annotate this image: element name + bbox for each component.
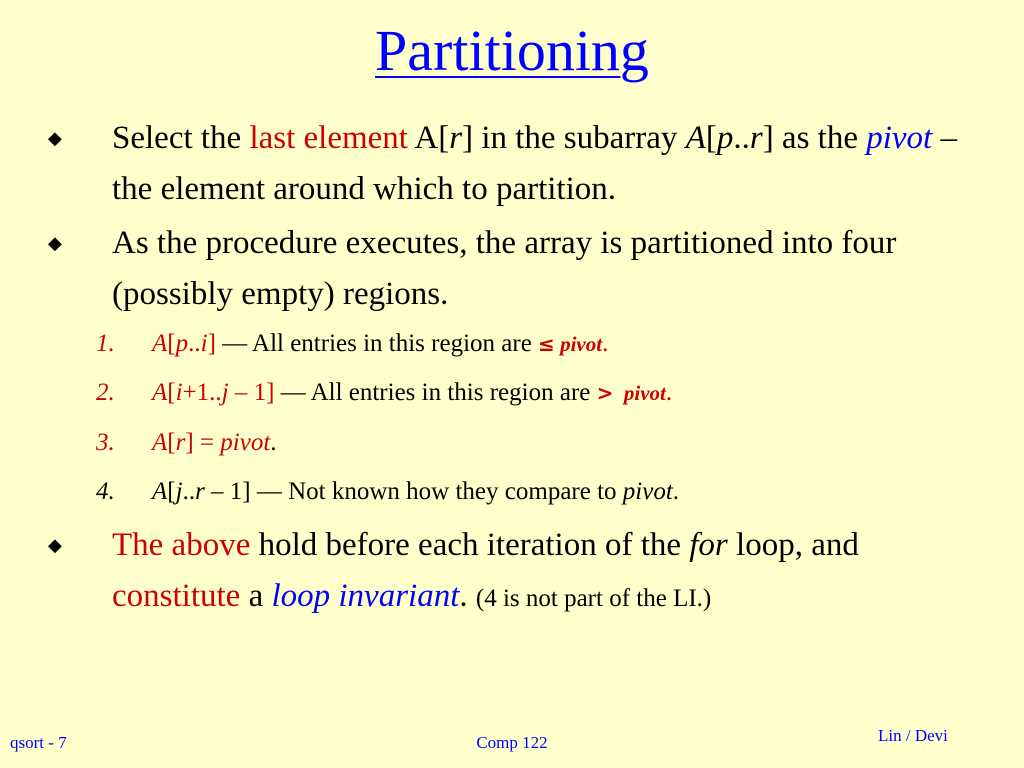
li-note: (4 is not part of the LI.) bbox=[475, 585, 712, 612]
range-text: +1.. bbox=[182, 379, 222, 406]
bullet-text: ] as the bbox=[762, 120, 867, 156]
var-r: r bbox=[195, 478, 205, 505]
pivot-term: pivot bbox=[613, 381, 666, 405]
var-A: A bbox=[685, 120, 706, 156]
var-i: i bbox=[175, 379, 183, 406]
region-item-2 bbox=[96, 376, 972, 410]
bullet-text: Select the bbox=[112, 120, 250, 156]
period: . bbox=[672, 478, 680, 505]
var-A: A bbox=[152, 379, 168, 406]
bullet-text: ] in the subarray bbox=[462, 120, 686, 156]
bullet-text: a bbox=[240, 578, 272, 614]
bullet-text: loop, and bbox=[727, 527, 859, 563]
leq-symbol: ≤ bbox=[538, 332, 555, 356]
footer-course: Comp 122 bbox=[476, 733, 548, 752]
region-number: 2. bbox=[96, 379, 115, 406]
region-number: 3. bbox=[96, 429, 115, 456]
pivot-term: pivot bbox=[622, 478, 673, 505]
var-r: r bbox=[449, 120, 463, 156]
range-dots: .. bbox=[182, 478, 196, 505]
pivot-term: pivot bbox=[220, 429, 271, 456]
region-number: 1. bbox=[96, 330, 115, 357]
equals-text: ] = bbox=[185, 429, 221, 456]
range-dots: .. bbox=[733, 120, 750, 156]
var-j: j bbox=[221, 379, 229, 406]
region-description: — All entries in this region are bbox=[215, 330, 539, 357]
gt-symbol: > bbox=[596, 381, 614, 405]
diamond-bullet-icon: ◆ bbox=[48, 535, 62, 555]
region-number: 4. bbox=[96, 478, 115, 505]
var-A: A bbox=[152, 478, 168, 505]
the-above-text: The above bbox=[112, 527, 251, 563]
var-p: p bbox=[716, 120, 734, 156]
var-j: j bbox=[175, 478, 183, 505]
region-item-1 bbox=[96, 327, 972, 361]
bracket: [ bbox=[167, 330, 176, 357]
bullet-four-regions bbox=[48, 218, 972, 320]
footer-authors: Lin / Devi bbox=[878, 726, 948, 745]
var-A: A bbox=[152, 429, 168, 456]
region-item-3 bbox=[96, 426, 972, 460]
footer-slide-number: qsort - 7 bbox=[10, 733, 67, 752]
bracket: ] bbox=[207, 330, 216, 357]
for-keyword: for bbox=[689, 527, 728, 563]
bullet-pivot-selection bbox=[48, 113, 972, 215]
range-text: – 1] bbox=[228, 379, 275, 406]
bracket: [ bbox=[167, 379, 176, 406]
var-p: p bbox=[175, 330, 189, 357]
region-description: – 1] — Not known how they compare to bbox=[204, 478, 623, 505]
slide-title: Partitioning bbox=[375, 18, 649, 83]
var-i: i bbox=[200, 330, 208, 357]
bracket: [ bbox=[705, 120, 717, 156]
loop-invariant-term: loop invariant bbox=[271, 578, 460, 614]
range-dots: .. bbox=[188, 330, 201, 357]
bracket: [ bbox=[167, 429, 176, 456]
pivot-term: pivot bbox=[866, 120, 933, 156]
bullet-text: – the element around which to partition. bbox=[112, 120, 957, 207]
var-r: r bbox=[175, 429, 186, 456]
var-r: r bbox=[749, 120, 763, 156]
diamond-bullet-icon: ◆ bbox=[48, 128, 62, 148]
pivot-term: pivot bbox=[554, 332, 603, 356]
region-description: — All entries in this region are bbox=[274, 379, 597, 406]
diamond-bullet-icon: ◆ bbox=[48, 233, 62, 253]
period: . bbox=[665, 379, 673, 406]
bullet-text: A[ bbox=[407, 120, 450, 156]
var-A: A bbox=[152, 330, 168, 357]
last-element-text: last element bbox=[249, 120, 408, 156]
bullet-text: hold before each iteration of the bbox=[250, 527, 690, 563]
period: . bbox=[602, 330, 609, 357]
bullet-loop-invariant bbox=[48, 520, 972, 624]
bullet-text: As the procedure executes, the array is partitioned into four (possibly empty) regions. bbox=[112, 225, 897, 312]
region-item-4 bbox=[96, 475, 972, 509]
bracket: [ bbox=[167, 478, 176, 505]
period: . bbox=[270, 429, 277, 456]
bullet-text: . bbox=[459, 578, 476, 614]
constitute-text: constitute bbox=[112, 578, 241, 614]
